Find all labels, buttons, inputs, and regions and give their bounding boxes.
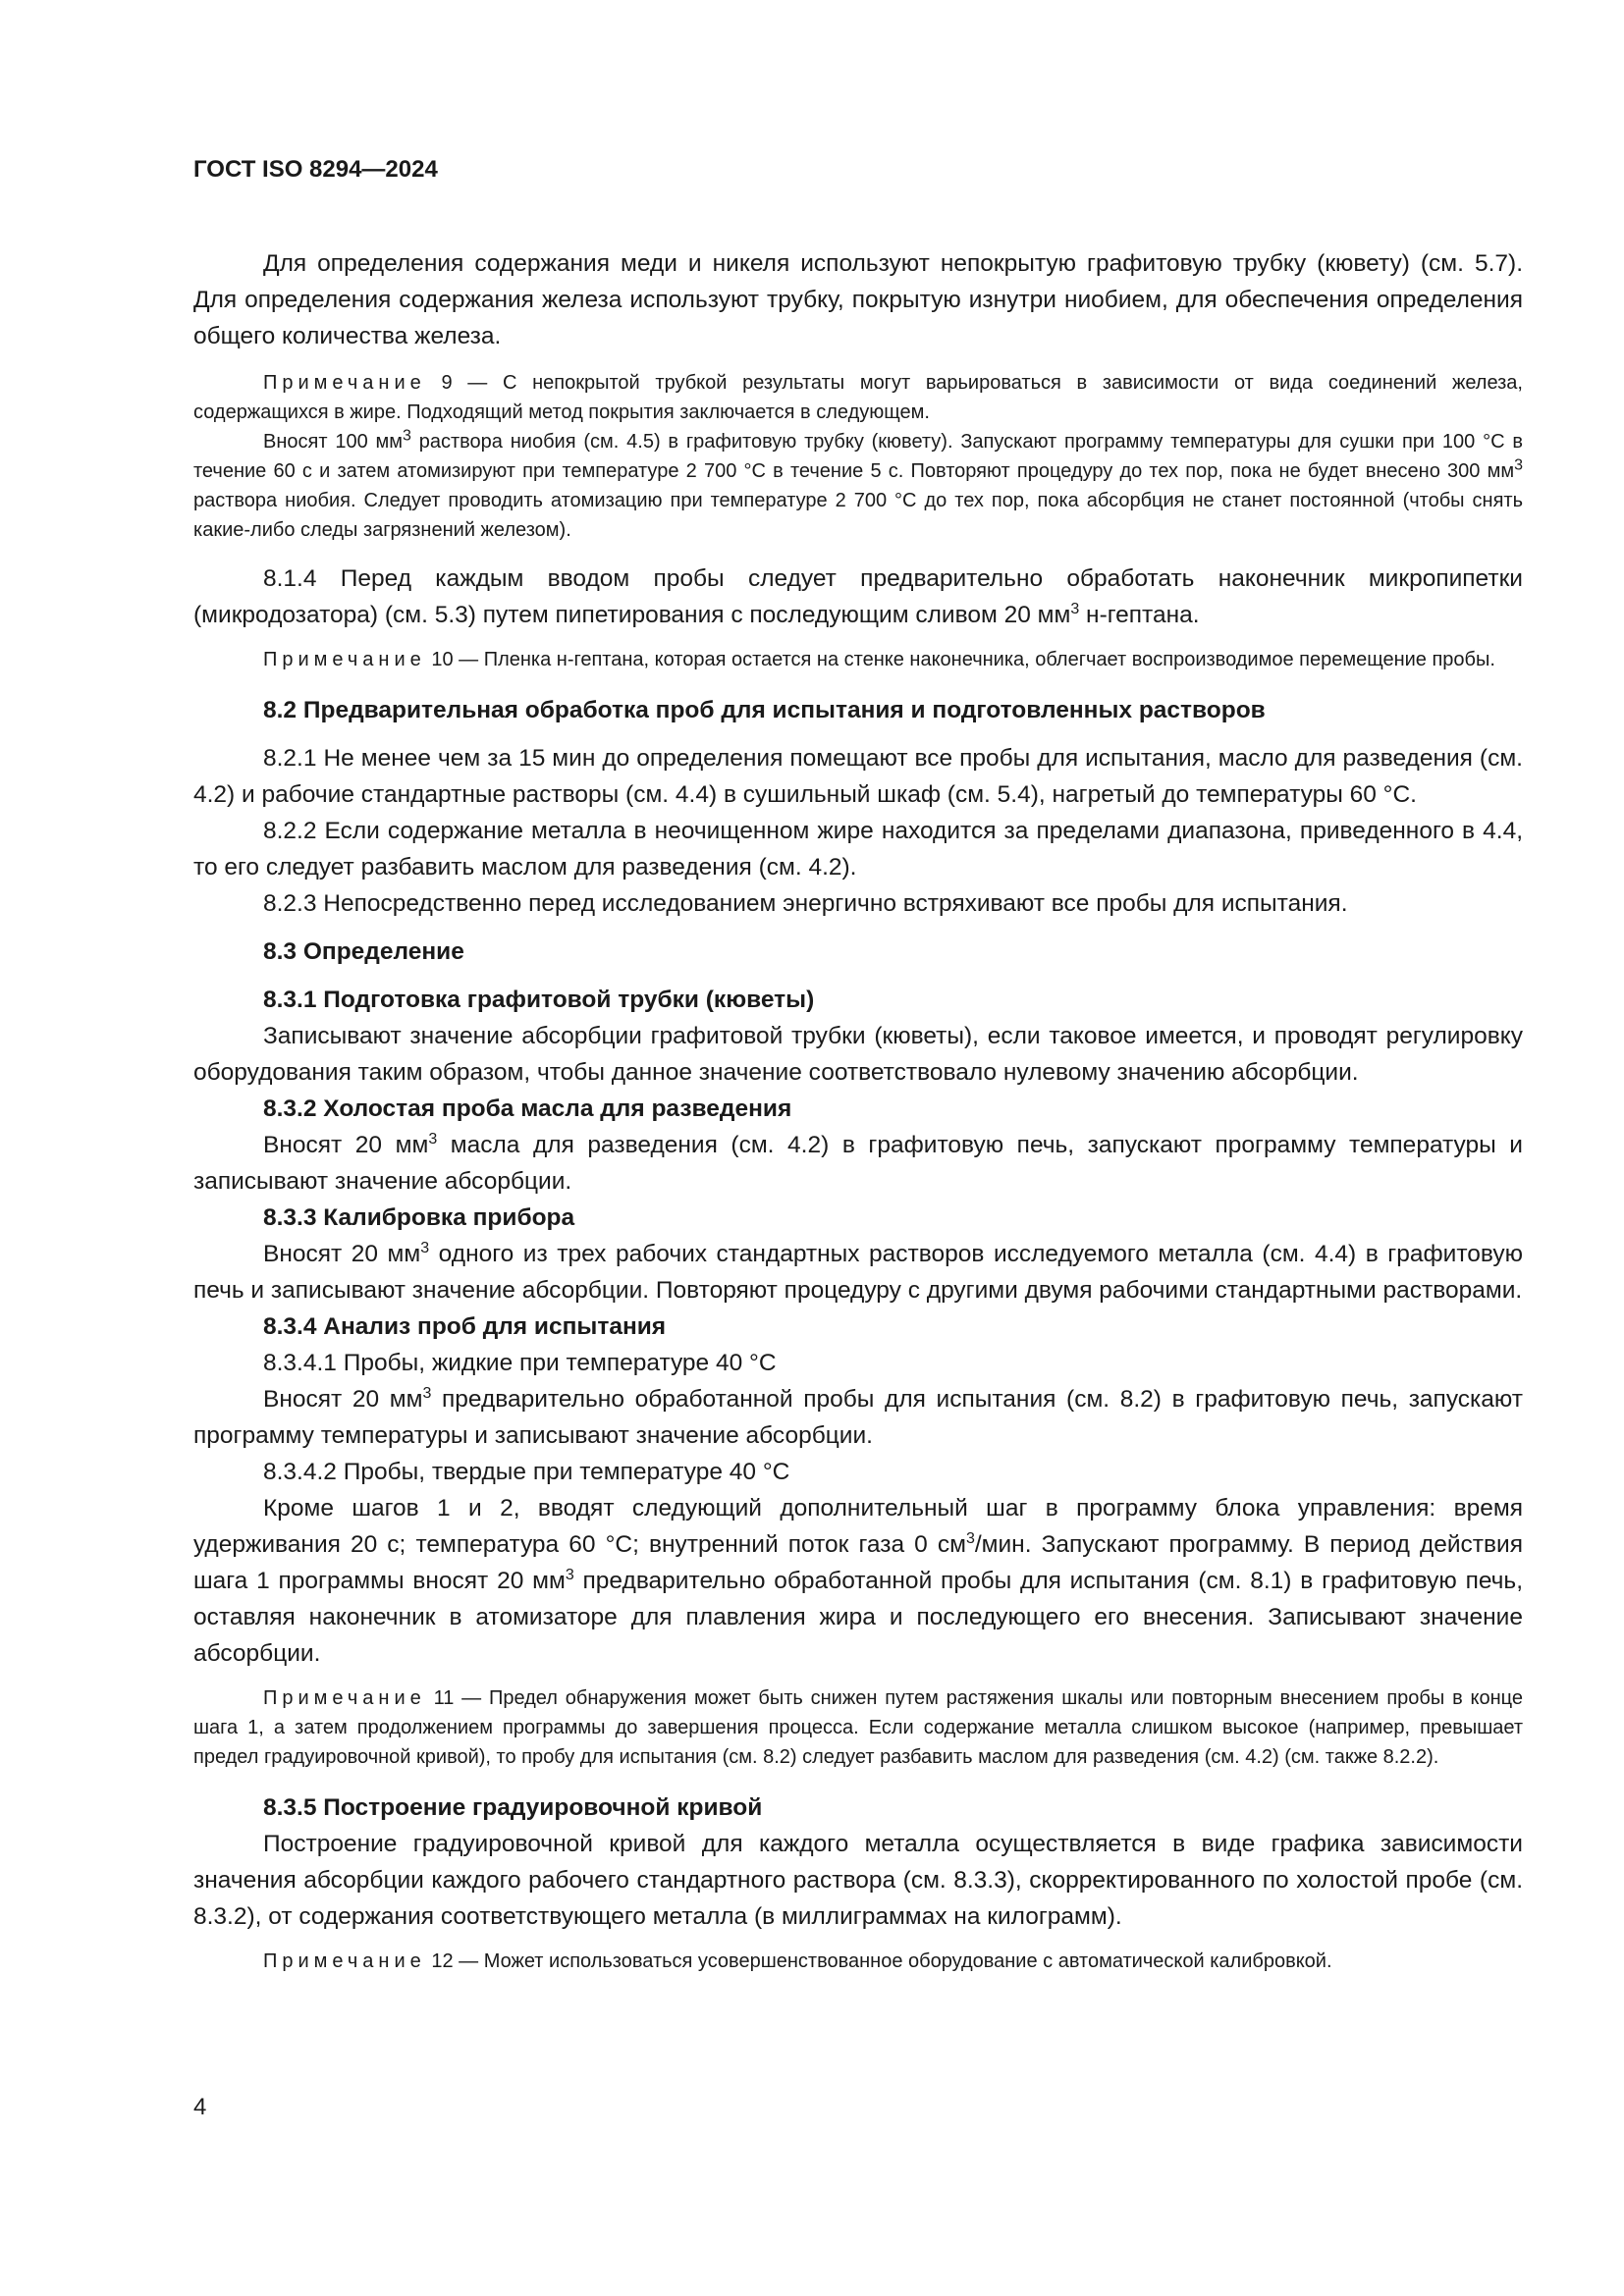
paragraph-8-2-1: 8.2.1 Не менее чем за 15 мин до определения помещают все пробы для испытания, масло для разведения (см. 4.2) и рабочие стандартные растворы (см. 4.4) в сушильный шкаф (см. 5.4), нагретый до температуры 60 °С.	[193, 745, 1523, 808]
text-part: Вносят 20 мм	[263, 1132, 429, 1158]
superscript: 3	[420, 1239, 430, 1256]
text-part: одного из трех рабочих стандартных растворов исследуемого металла (см. 4.4) в графитовую печь и записывают значение абсорбции. Повторяют процедуру с другими двумя рабочими стандартными растворами.	[193, 1241, 1523, 1304]
page-number: 4	[193, 2094, 207, 2120]
text-part: н-гептана.	[1079, 602, 1200, 628]
superscript: 3	[428, 1130, 438, 1148]
paragraph-8-3-4-1-text	[193, 1381, 1523, 1454]
text-part: масла для разведения (см. 4.2) в графитовую печь, запускают программу температуры и записывают значение абсорбции.	[193, 1132, 1523, 1195]
note-text-part: Вносят 100 мм	[263, 431, 404, 453]
paragraph-8-3-4-2-text	[193, 1490, 1523, 1672]
document-header: ГОСТ ISO 8294—2024	[193, 156, 438, 183]
heading-8-3-2: 8.3.2 Холостая проба масла для разведения	[263, 1095, 792, 1122]
superscript: 3	[1070, 600, 1080, 617]
note-label: Примечание	[263, 1950, 426, 1972]
paragraph-8-3-4-2: 8.3.4.2 Пробы, твердые при температуре 40 °С	[263, 1459, 790, 1485]
note-10	[193, 645, 1523, 674]
text-part: /мин. Запускают программу. В период действия шага 1 программы вносят 20 мм	[193, 1531, 1523, 1594]
superscript: 3	[965, 1529, 975, 1547]
paragraph-8-3-5: Построение градуировочной кривой для каждого металла осуществляется в виде графика зависимости значения абсорбции каждого рабочего стандартного раствора (см. 8.3.3), скорректированного по холостой пробе (см. 8.3.2), от содержания соответствующего металла (в миллиграммах на килограмм).	[193, 1831, 1523, 1930]
note-text: 12 — Может использоваться усовершенствованное оборудование с автоматической калибровкой.	[431, 1950, 1332, 1972]
note-text: 9 — С непокрытой трубкой результаты могут варьироваться в зависимости от вида соединений железа, содержащихся в жире. Подходящий метод покрытия заключается в следующем.	[193, 372, 1523, 423]
note-text: 10 — Пленка н-гептана, которая остается на стенке наконечника, облегчает воспроизводимое перемещение пробы.	[431, 649, 1495, 670]
superscript: 3	[565, 1566, 574, 1583]
paragraph-8-1-4	[193, 561, 1523, 633]
note-label: Примечание	[263, 649, 426, 670]
note-11	[193, 1683, 1523, 1772]
heading-8-3-3: 8.3.3 Калибровка прибора	[263, 1204, 575, 1231]
superscript: 3	[1514, 456, 1523, 474]
heading-8-3-5: 8.3.5 Построение градуировочной кривой	[263, 1794, 763, 1821]
note-9-coating-method	[193, 427, 1523, 545]
paragraph-8-2-3: 8.2.3 Непосредственно перед исследованием энергично встряхивают все пробы для испытания.	[263, 890, 1348, 917]
note-text-part: раствора ниобия. Следует проводить атомизацию при температуре 2 700 °С до тех пор, пока абсорбция не станет постоянной (чтобы снять какие-либо следы загрязнений железом).	[193, 490, 1523, 541]
note-label: Примечание	[263, 372, 426, 394]
heading-8-3-1: 8.3.1 Подготовка графитовой трубки (кюветы)	[263, 987, 815, 1013]
text-part: 8.1.4 Перед каждым вводом пробы следует предварительно обработать наконечник микропипетки (микродозатора) (см. 5.3) путем пипетирования с последующим сливом 20 мм	[193, 565, 1523, 628]
note-9	[193, 368, 1523, 427]
note-text: 11 — Предел обнаружения может быть снижен путем растяжения шкалы или повторным внесением пробы в конце шага 1, а затем продолжением программы до завершения процесса. Если содержание металла слишком высокое (например, превышает предел градуировочной кривой), то пробу для испытания (см. 8.2) следует разбавить маслом для разведения (см. 4.2) (см. также 8.2.2).	[193, 1687, 1523, 1768]
paragraph-8-3-3	[193, 1236, 1523, 1308]
text-part: Вносят 20 мм	[263, 1241, 421, 1267]
superscript: 3	[422, 1384, 432, 1402]
text-part: предварительно обработанной пробы для испытания (см. 8.1) в графитовую печь, оставляя наконечник в атомизаторе для плавления жира и последующего его внесения. Записывают значение абсорбции.	[193, 1568, 1523, 1667]
text-part: предварительно обработанной пробы для испытания (см. 8.2) в графитовую печь, запускают программу температуры и записывают значение абсорбции.	[193, 1386, 1523, 1449]
paragraph-8-3-4-1: 8.3.4.1 Пробы, жидкие при температуре 40 °С	[263, 1350, 777, 1376]
heading-8-3-4: 8.3.4 Анализ проб для испытания	[263, 1313, 667, 1340]
paragraph-8-3-2	[193, 1127, 1523, 1200]
note-text-part: раствора ниобия (см. 4.5) в графитовую трубку (кювету). Запускают программу температуры для сушки при 100 °С в течение 60 с и затем атомизируют при температуре 2 700 °С в течение 5 с. Повторяют процедуру до тех пор, пока не будет внесено 300 мм	[193, 431, 1524, 482]
superscript: 3	[403, 427, 411, 445]
text-part: Вносят 20 мм	[263, 1386, 423, 1413]
paragraph-8-2-2: 8.2.2 Если содержание металла в неочищенном жире находится за пределами диапазона, приведенного в 4.4, то его следует разбавить маслом для разведения (см. 4.2).	[193, 818, 1523, 881]
note-label: Примечание	[263, 1687, 426, 1709]
heading-8-2: 8.2 Предварительная обработка проб для испытания и подготовленных растворов	[263, 697, 1266, 723]
note-12	[193, 1947, 1523, 1976]
heading-8-3: 8.3 Определение	[263, 938, 464, 965]
paragraph-tube-types: Для определения содержания меди и никеля используют непокрытую графитовую трубку (кювету) (см. 5.7). Для определения содержания железа используют трубку, покрытую изнутри ниобием, для обеспечения определения общего количества железа.	[193, 250, 1523, 349]
text-part: Кроме шагов 1 и 2, вводят следующий дополнительный шаг в программу блока управления: время удерживания 20 с; температура 60 °С; внутренний поток газа 0 см	[193, 1495, 1523, 1558]
paragraph-8-3-1: Записывают значение абсорбции графитовой трубки (кюветы), если таковое имеется, и проводят регулировку оборудования таким образом, чтобы данное значение соответствовало нулевому значению абсорбции.	[193, 1023, 1523, 1086]
